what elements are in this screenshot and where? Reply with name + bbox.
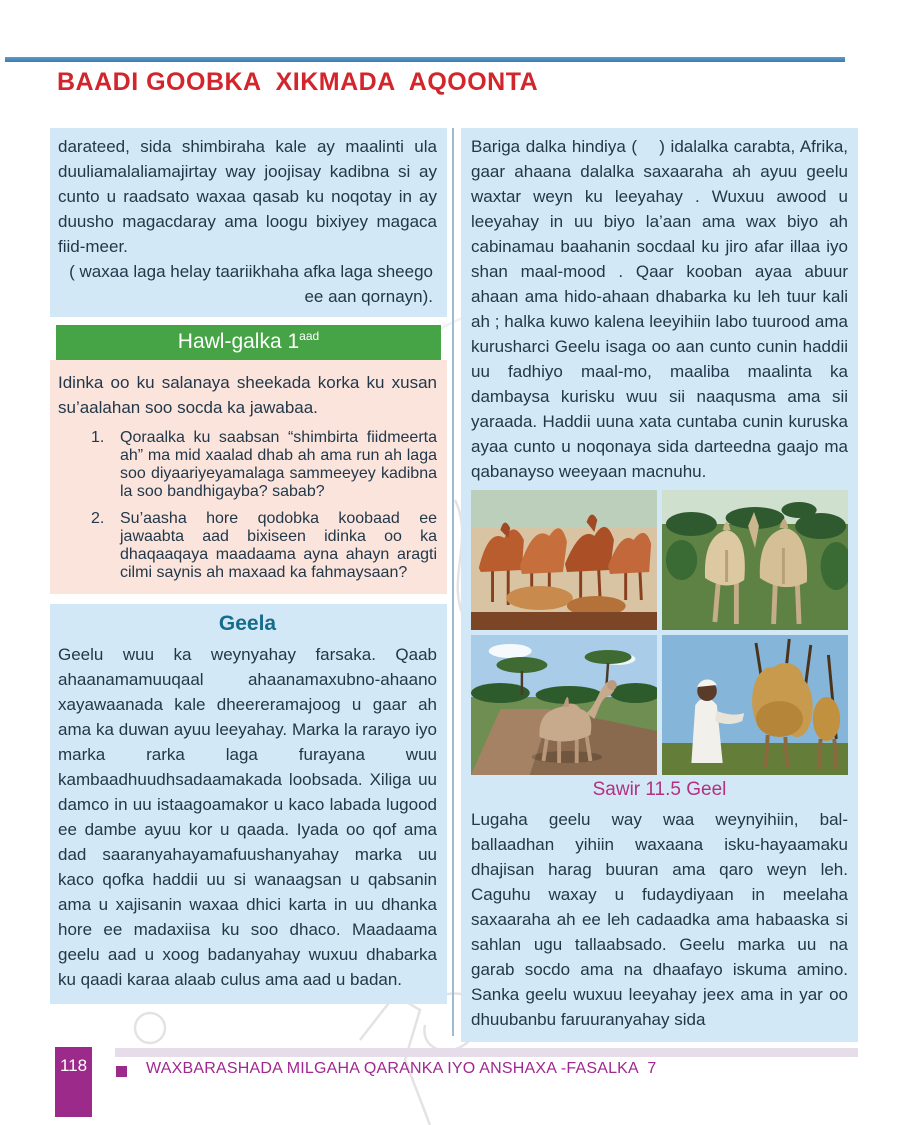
camel-herd-photo	[471, 490, 657, 630]
activity-title-superscript: aad	[299, 329, 320, 343]
left-column	[50, 128, 447, 1004]
single-camel-road-photo	[471, 635, 657, 775]
intro-source-note: ( waxaa laga helay taariikhaha afka laga sheego ee aan qornayn).	[69, 262, 433, 306]
intro-paragraph: darateed, sida shimbiraha kale ay maalinti ula duuliamalaliamajirtay way joojisay kadibna si ay cunto u raadsato waxaa qasab ku noqotay in ay duusho magacdaray ama loogu bixiyey magaca fiid-meer.	[58, 137, 437, 256]
geela-section	[50, 604, 447, 1004]
question-text: Su’aasha hore qodobka koobaad ee jawaabta aad bixiseen idinka oo ka dhaqaaqaya maadaama ayna ahayn aragti cilmi saynis ah maxaad ka fahmaysaan?	[120, 510, 437, 581]
intro-panel	[50, 128, 447, 317]
footer-square-bullet-icon	[116, 1066, 127, 1077]
activity-panel	[50, 360, 447, 594]
question-number: 1.	[91, 429, 105, 446]
man-with-loaded-camels-photo	[662, 635, 848, 775]
camel-figure	[471, 490, 848, 807]
activity-intro: Idinka oo ku salanaya sheekada korka ku xusan su’aalahan soo socda ka jawabaa.	[58, 373, 437, 417]
page-number: 118	[59, 1056, 88, 1075]
page-number-box	[55, 1047, 92, 1117]
footer-rule	[115, 1048, 858, 1057]
question-number: 2.	[91, 510, 105, 527]
camel-photo-grid	[471, 490, 848, 775]
camel-paragraph-1: Bariga dalka hindiya ( ) idalalka carabta, Afrika, gaar ahaana dalalka saxaaraha ah ayuu geelu waxtar weyn ku leeyahay . Wuxuu awood u leeyahay in uu biyo la’aan ama wax biyo ah cabinamau baahanin socdaal ku jiro afar illaa iyo shan maal-mood . Qaar kooban ayaa abuur ahaan ama hido-ahaan dhabarka ku leh tuur kali ah ; halka kuwo kalena leeyihiin labo tuurood ama kurusharci Geelu isaga oo aan cunto cunin haddii uu fadhiyo maal-mo, maaliba maalinta ka dambaysa kurisku wuu sii naaqusma ama sii yaraada. Haddii uuna xata cuntaba cunin kuruska ayaa cunto u noqonaya sida darteedna gaajo ma qabanayso weeyaan macnuhu.	[471, 137, 848, 481]
question-text: Qoraalka ku saabsan “shimbirta fiidmeerta ah” ma mid xaalad dhab ah ama run ah laga soo diyaariyeyamalaga sammeeyey kadibna la soo bandhigayba? sabab?	[120, 429, 437, 500]
question-item	[58, 429, 437, 501]
question-item	[58, 510, 437, 582]
page-title: BAADI GOOBKA XIKMADA AQOONTA	[57, 68, 539, 96]
column-divider	[452, 128, 454, 1036]
camel-paragraph-2: Lugaha geelu way waa weynyihiin, bal-ballaadhan yihiin waxaana isku-hayaamaku dhajisan harag buuran ama qaro weyn leh. Caguhu waxay u fudaydiyaan in meelaha saxaaraha ah ee leh cadaadka ama habaaska si sahlan ugu tallaabsado. Geelu marka uu na garab socdo ama na dhaafayo iskuma amino. Sanka geelu wuxuu leeyahay jeex ama in yar oo dhuubanbu faruuranyahay sida	[471, 810, 848, 1029]
geela-paragraph: Geelu wuu ka weynyahay farsaka. Qaab ahaanamamuuqaal ahaanamaxubno-ahaano xayawaanada kale dheereramajoog u gaar ah ama ka duwan ayuu leeyahay. Marka la rarayo iyo marka rarka laga furayana wuu kambaadhuudhsadaamakada loobsada. Xiliga uu damco in uu istaagoamakor u kaco labada lugood ee dambe ayuu kor u qaada. Iyada oo qof ama dad saaranyahayamafuushanyahay marka uu kaco qofka haddii uu si wanaagsan u qabsanin ama u xajisanin waxaa dhici karta in uu dhanka hore ee madaxiisa ku soo dhaco. Maadaama geelu aad u xoog badanyahay wuxuu dhabarka ku qaadi karaa alaab culus ama aad u badan.	[58, 645, 437, 989]
header-rule	[5, 57, 845, 62]
right-column	[461, 128, 858, 1042]
figure-caption: Sawir 11.5 Geel	[592, 779, 727, 800]
footer-text: WAXBARASHADA MILGAHA QARANKA IYO ANSHAXA -FASALKA 7	[146, 1060, 657, 1077]
question-list	[58, 429, 437, 582]
geela-heading: Geela	[218, 612, 277, 635]
two-camels-grazing-photo	[662, 490, 848, 630]
activity-title: Hawl-galka 1	[177, 330, 300, 353]
activity-header-bar	[56, 325, 441, 360]
